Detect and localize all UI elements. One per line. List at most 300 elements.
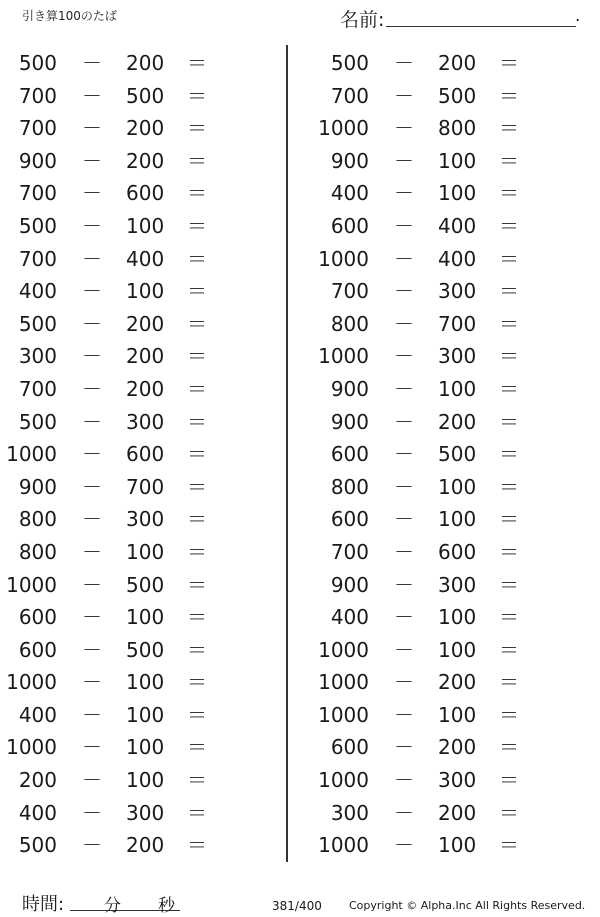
subtrahend: 200 (126, 833, 165, 858)
answer-space[interactable] (215, 797, 260, 827)
minus-sign: － (394, 311, 414, 336)
minus-sign: － (82, 539, 102, 564)
answer-space[interactable] (215, 112, 260, 142)
problem-row (0, 797, 260, 830)
equals-sign: ＝ (187, 800, 207, 825)
answer-space[interactable] (215, 503, 260, 533)
minuend: 500 (18, 833, 57, 858)
equals-sign: ＝ (499, 474, 519, 499)
equals-sign: ＝ (187, 148, 207, 173)
answer-space[interactable] (527, 764, 572, 794)
minus-sign: － (82, 442, 102, 467)
equals-sign: ＝ (187, 83, 207, 108)
minus-sign: － (82, 833, 102, 858)
equals-sign: ＝ (187, 539, 207, 564)
worksheet-title: 引き算100のたば (22, 9, 117, 23)
answer-space[interactable] (215, 829, 260, 859)
problem-row (312, 731, 572, 764)
equals-sign: ＝ (187, 344, 207, 369)
subtrahend: 100 (438, 702, 477, 727)
minus-sign: － (394, 702, 414, 727)
subtrahend: 500 (126, 637, 165, 662)
problem-row (312, 210, 572, 243)
answer-space[interactable] (215, 438, 260, 468)
minus-sign: － (394, 51, 414, 75)
problem-row (0, 210, 260, 243)
right-problem-column (312, 47, 572, 862)
equals-sign: ＝ (187, 376, 207, 401)
minus-sign: － (82, 409, 102, 434)
subtrahend: 100 (126, 213, 165, 238)
problem-row (312, 471, 572, 504)
minus-sign: － (82, 670, 102, 695)
subtrahend: 100 (438, 148, 477, 173)
problem-row (312, 406, 572, 439)
minuend: 900 (18, 148, 57, 173)
equals-sign: ＝ (499, 605, 519, 630)
answer-space[interactable] (215, 243, 260, 273)
answer-space[interactable] (215, 764, 260, 794)
answer-space[interactable] (527, 177, 572, 207)
minuend: 700 (18, 83, 57, 108)
minuend: 1000 (6, 572, 57, 597)
answer-space[interactable] (527, 666, 572, 696)
equals-sign: ＝ (499, 409, 519, 434)
minus-sign: － (82, 148, 102, 173)
minus-sign: － (394, 181, 414, 206)
answer-space[interactable] (215, 308, 260, 338)
time-label: 時間: (22, 894, 65, 915)
minuend: 900 (18, 474, 57, 499)
subtrahend: 100 (126, 670, 165, 695)
subtrahend: 600 (126, 442, 165, 467)
subtrahend: 200 (438, 800, 477, 825)
minuend: 900 (330, 409, 369, 434)
left-problem-column (0, 47, 260, 862)
problem-row (312, 829, 572, 862)
equals-sign: ＝ (499, 702, 519, 727)
minus-sign: － (82, 507, 102, 532)
answer-space[interactable] (215, 340, 260, 370)
equals-sign: ＝ (187, 246, 207, 271)
problem-row (0, 80, 260, 113)
problem-row (0, 634, 260, 667)
answer-space[interactable] (527, 47, 572, 77)
problem-row (312, 243, 572, 276)
minuend: 800 (18, 507, 57, 532)
minus-sign: － (394, 213, 414, 238)
minus-sign: － (82, 83, 102, 108)
equals-sign: ＝ (187, 311, 207, 336)
problem-row (0, 764, 260, 797)
minuend: 1000 (318, 637, 369, 662)
subtrahend: 200 (438, 409, 477, 434)
minus-sign: － (394, 344, 414, 369)
equals-sign: ＝ (499, 376, 519, 401)
problem-row (0, 601, 260, 634)
equals-sign: ＝ (499, 344, 519, 369)
problem-row (0, 47, 260, 80)
equals-sign: ＝ (187, 507, 207, 532)
minus-sign: － (394, 833, 414, 858)
equals-sign: ＝ (499, 181, 519, 206)
subtrahend: 300 (438, 768, 477, 793)
problem-row (312, 80, 572, 113)
answer-space[interactable] (527, 829, 572, 859)
problem-row (0, 829, 260, 862)
minuend: 300 (18, 344, 57, 369)
minus-sign: － (82, 279, 102, 304)
answer-space[interactable] (215, 601, 260, 631)
answer-space[interactable] (215, 210, 260, 240)
answer-space[interactable] (215, 536, 260, 566)
subtrahend: 600 (126, 181, 165, 206)
answer-space[interactable] (527, 699, 572, 729)
answer-space[interactable] (527, 731, 572, 761)
answer-space[interactable] (215, 666, 260, 696)
subtrahend: 100 (126, 735, 165, 760)
subtrahend: 100 (438, 637, 477, 662)
answer-space[interactable] (215, 80, 260, 110)
equals-sign: ＝ (499, 279, 519, 304)
subtrahend: 500 (126, 83, 165, 108)
problem-row (0, 112, 260, 145)
problem-row (312, 177, 572, 210)
minuend: 600 (330, 735, 369, 760)
minuend: 500 (18, 213, 57, 238)
minutes-label: 分 (104, 896, 121, 916)
subtrahend: 200 (438, 735, 477, 760)
answer-space[interactable] (527, 243, 572, 273)
minus-sign: － (394, 409, 414, 434)
problem-row (0, 177, 260, 210)
minus-sign: － (394, 148, 414, 173)
answer-space[interactable] (527, 308, 572, 338)
problem-row (0, 666, 260, 699)
minuend: 500 (330, 51, 369, 75)
minuend: 600 (330, 442, 369, 467)
equals-sign: ＝ (499, 539, 519, 564)
equals-sign: ＝ (187, 116, 207, 141)
problem-row (0, 731, 260, 764)
problem-row (312, 536, 572, 569)
subtrahend: 700 (438, 311, 477, 336)
minus-sign: － (394, 246, 414, 271)
equals-sign: ＝ (499, 572, 519, 597)
answer-space[interactable] (527, 373, 572, 403)
problem-row (0, 471, 260, 504)
answer-space[interactable] (215, 275, 260, 305)
minuend: 400 (18, 800, 57, 825)
equals-sign: ＝ (499, 148, 519, 173)
answer-space[interactable] (215, 406, 260, 436)
minuend: 1000 (6, 670, 57, 695)
minus-sign: － (394, 605, 414, 630)
equals-sign: ＝ (187, 51, 207, 75)
equals-sign: ＝ (187, 702, 207, 727)
problem-row (0, 699, 260, 732)
name-label: 名前: (340, 9, 385, 31)
answer-space[interactable] (527, 340, 572, 370)
answer-space[interactable] (527, 406, 572, 436)
problem-row (312, 47, 572, 80)
equals-sign: ＝ (187, 768, 207, 793)
answer-space[interactable] (527, 210, 572, 240)
equals-sign: ＝ (499, 800, 519, 825)
answer-space[interactable] (527, 471, 572, 501)
minus-sign: － (82, 116, 102, 141)
name-input-line[interactable] (386, 26, 576, 27)
subtrahend: 400 (126, 246, 165, 271)
subtrahend: 100 (126, 279, 165, 304)
problem-row (312, 601, 572, 634)
equals-sign: ＝ (187, 833, 207, 858)
subtrahend: 100 (438, 474, 477, 499)
minuend: 300 (330, 800, 369, 825)
subtrahend: 500 (438, 442, 477, 467)
minus-sign: － (82, 51, 102, 75)
answer-space[interactable] (527, 503, 572, 533)
answer-space[interactable] (215, 471, 260, 501)
minuend: 700 (18, 181, 57, 206)
subtrahend: 100 (126, 702, 165, 727)
minuend: 700 (330, 539, 369, 564)
subtrahend: 300 (438, 344, 477, 369)
subtrahend: 500 (438, 83, 477, 108)
equals-sign: ＝ (499, 311, 519, 336)
minus-sign: － (394, 539, 414, 564)
equals-sign: ＝ (499, 116, 519, 141)
equals-sign: ＝ (187, 637, 207, 662)
equals-sign: ＝ (499, 246, 519, 271)
minuend: 1000 (318, 246, 369, 271)
minus-sign: － (82, 344, 102, 369)
equals-sign: ＝ (187, 474, 207, 499)
problem-row (312, 340, 572, 373)
minus-sign: － (82, 246, 102, 271)
minuend: 500 (18, 51, 57, 75)
minus-sign: － (394, 474, 414, 499)
equals-sign: ＝ (499, 833, 519, 858)
problem-row (312, 634, 572, 667)
answer-space[interactable] (215, 177, 260, 207)
minus-sign: － (394, 507, 414, 532)
answer-space[interactable] (527, 80, 572, 110)
problem-row (0, 308, 260, 341)
minus-sign: － (394, 637, 414, 662)
answer-space[interactable] (215, 145, 260, 175)
problem-row (0, 340, 260, 373)
equals-sign: ＝ (187, 605, 207, 630)
minuend: 900 (330, 572, 369, 597)
problem-row (312, 145, 572, 178)
minus-sign: － (394, 670, 414, 695)
page-number: 381/400 (272, 899, 322, 913)
subtrahend: 100 (438, 376, 477, 401)
answer-space[interactable] (215, 634, 260, 664)
minuend: 800 (18, 539, 57, 564)
minuend: 400 (18, 279, 57, 304)
name-end-mark: . (575, 6, 581, 26)
problem-row (0, 275, 260, 308)
problem-row (312, 503, 572, 536)
subtrahend: 200 (126, 148, 165, 173)
minus-sign: － (82, 800, 102, 825)
minus-sign: － (82, 572, 102, 597)
minus-sign: － (82, 181, 102, 206)
problem-row (312, 699, 572, 732)
subtrahend: 800 (438, 116, 477, 141)
answer-space[interactable] (527, 112, 572, 142)
minus-sign: － (82, 637, 102, 662)
subtrahend: 300 (126, 507, 165, 532)
minuend: 600 (330, 507, 369, 532)
minus-sign: － (394, 376, 414, 401)
minuend: 200 (18, 768, 57, 793)
problem-row (0, 438, 260, 471)
minuend: 700 (18, 246, 57, 271)
problem-row (0, 243, 260, 276)
subtrahend: 200 (126, 344, 165, 369)
subtrahend: 700 (126, 474, 165, 499)
minus-sign: － (394, 768, 414, 793)
answer-space[interactable] (527, 438, 572, 468)
minuend: 1000 (6, 442, 57, 467)
minuend: 900 (330, 148, 369, 173)
equals-sign: ＝ (187, 572, 207, 597)
answer-space[interactable] (215, 47, 260, 77)
equals-sign: ＝ (187, 735, 207, 760)
subtrahend: 200 (126, 376, 165, 401)
subtrahend: 400 (438, 246, 477, 271)
subtrahend: 200 (438, 51, 477, 75)
minuend: 700 (18, 116, 57, 141)
equals-sign: ＝ (187, 409, 207, 434)
minus-sign: － (82, 735, 102, 760)
answer-space[interactable] (527, 275, 572, 305)
minuend: 800 (330, 311, 369, 336)
seconds-label: 秒 (158, 896, 175, 916)
equals-sign: ＝ (187, 279, 207, 304)
equals-sign: ＝ (187, 670, 207, 695)
subtrahend: 300 (438, 279, 477, 304)
answer-space[interactable] (527, 145, 572, 175)
minuend: 400 (18, 702, 57, 727)
problem-row (312, 308, 572, 341)
subtrahend: 500 (126, 572, 165, 597)
equals-sign: ＝ (499, 637, 519, 662)
answer-space[interactable] (527, 601, 572, 631)
equals-sign: ＝ (499, 768, 519, 793)
answer-space[interactable] (215, 699, 260, 729)
minuend: 400 (330, 605, 369, 630)
minuend: 600 (18, 637, 57, 662)
minuend: 1000 (318, 670, 369, 695)
subtrahend: 200 (126, 116, 165, 141)
answer-space[interactable] (215, 569, 260, 599)
minus-sign: － (82, 376, 102, 401)
subtrahend: 100 (126, 768, 165, 793)
minus-sign: － (394, 279, 414, 304)
subtrahend: 300 (126, 409, 165, 434)
equals-sign: ＝ (499, 51, 519, 75)
minus-sign: － (82, 474, 102, 499)
column-divider (286, 45, 288, 862)
minus-sign: － (82, 213, 102, 238)
answer-space[interactable] (527, 536, 572, 566)
minus-sign: － (394, 735, 414, 760)
problem-row (312, 112, 572, 145)
equals-sign: ＝ (499, 83, 519, 108)
equals-sign: ＝ (499, 507, 519, 532)
problem-row (312, 764, 572, 797)
problem-row (312, 666, 572, 699)
subtrahend: 200 (438, 670, 477, 695)
answer-space[interactable] (215, 731, 260, 761)
problem-row (0, 503, 260, 536)
answer-space[interactable] (527, 797, 572, 827)
problem-row (312, 438, 572, 471)
subtrahend: 100 (438, 833, 477, 858)
minuend: 600 (330, 213, 369, 238)
minuend: 1000 (318, 833, 369, 858)
problem-row (0, 569, 260, 602)
minuend: 700 (330, 83, 369, 108)
equals-sign: ＝ (187, 213, 207, 238)
equals-sign: ＝ (499, 670, 519, 695)
minuend: 900 (330, 376, 369, 401)
equals-sign: ＝ (499, 213, 519, 238)
subtrahend: 100 (438, 605, 477, 630)
subtrahend: 400 (438, 213, 477, 238)
minuend: 700 (18, 376, 57, 401)
subtrahend: 300 (438, 572, 477, 597)
problem-row (0, 373, 260, 406)
minus-sign: － (394, 572, 414, 597)
problem-row (0, 406, 260, 439)
subtrahend: 200 (126, 311, 165, 336)
equals-sign: ＝ (187, 442, 207, 467)
equals-sign: ＝ (499, 735, 519, 760)
subtrahend: 600 (438, 539, 477, 564)
subtrahend: 100 (438, 181, 477, 206)
answer-space[interactable] (527, 569, 572, 599)
minuend: 400 (330, 181, 369, 206)
minus-sign: － (82, 702, 102, 727)
subtrahend: 300 (126, 800, 165, 825)
problem-row (312, 797, 572, 830)
problem-row (312, 373, 572, 406)
problem-row (0, 145, 260, 178)
answer-space[interactable] (527, 634, 572, 664)
minuend: 1000 (318, 344, 369, 369)
subtrahend: 100 (438, 507, 477, 532)
subtrahend: 100 (126, 539, 165, 564)
minuend: 500 (18, 311, 57, 336)
answer-space[interactable] (215, 373, 260, 403)
minus-sign: － (394, 83, 414, 108)
minuend: 1000 (6, 735, 57, 760)
equals-sign: ＝ (187, 181, 207, 206)
subtrahend: 200 (126, 51, 165, 75)
subtrahend: 100 (126, 605, 165, 630)
minus-sign: － (394, 800, 414, 825)
copyright-notice: Copyright © Alpha.Inc All Rights Reserved. (349, 899, 586, 912)
minus-sign: － (394, 442, 414, 467)
minuend: 500 (18, 409, 57, 434)
minus-sign: － (82, 311, 102, 336)
equals-sign: ＝ (499, 442, 519, 467)
